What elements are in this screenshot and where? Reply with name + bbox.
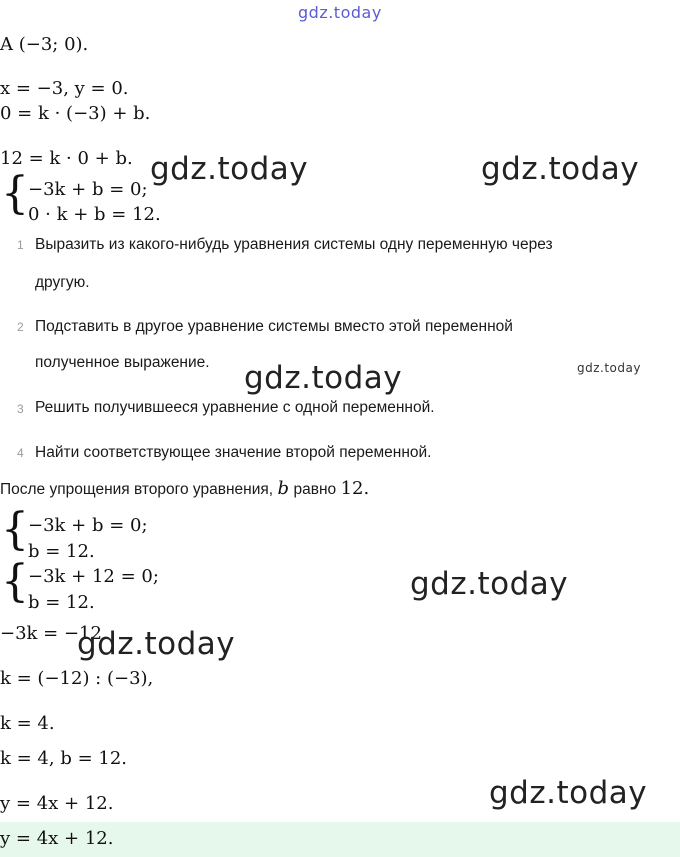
step-text: Подставить в другое уравнение системы вместо этой переменной <box>35 318 513 335</box>
final-answer: y = 4x + 12. <box>0 828 114 849</box>
watermark: gdz.today <box>577 361 641 375</box>
step-text: Выразить из какого-нибудь уравнения системы одну переменную через <box>35 236 553 253</box>
system-3-line-2: b = 12. <box>28 592 95 613</box>
equation-1: 0 = k · (−3) + b. <box>0 103 151 124</box>
neg-3k-equation: −3k = −12 <box>0 623 102 644</box>
xy-values: x = −3, y = 0. <box>0 78 129 99</box>
equation-2: 12 = k · 0 + b. <box>0 148 133 169</box>
watermark: gdz.today <box>410 566 569 602</box>
system-2-line-2: b = 12. <box>28 541 95 562</box>
system-1-line-2: 0 · k + b = 12. <box>28 204 161 225</box>
system-3-line-1: −3k + 12 = 0; <box>28 566 159 587</box>
y-equation: y = 4x + 12. <box>0 793 114 814</box>
watermark: gdz.today <box>77 626 236 662</box>
simplify-sentence <box>0 478 369 499</box>
step-number: 4 <box>17 446 24 460</box>
k-b-values: k = 4, b = 12. <box>0 748 128 769</box>
system-1-brace: { <box>1 168 29 219</box>
step-text: другую. <box>35 274 90 291</box>
point-a: A (−3; 0). <box>0 34 89 55</box>
step-number: 2 <box>17 320 24 334</box>
step-text: Решить получившееся уравнение с одной переменной. <box>35 399 435 416</box>
system-1-line-1: −3k + b = 0; <box>28 179 148 200</box>
system-2-brace: { <box>1 504 29 555</box>
simplify-variable: b <box>277 478 290 499</box>
simplify-value: 12. <box>340 478 370 499</box>
step-text: полученное выражение. <box>35 354 210 371</box>
step-text: Найти соответствующее значение второй переменной. <box>35 444 432 461</box>
simplify-text-mid: равно <box>293 481 337 498</box>
watermark: gdz.today <box>244 360 403 396</box>
step-number: 3 <box>17 402 24 416</box>
k-division: k = (−12) : (−3), <box>0 668 154 689</box>
system-2-line-1: −3k + b = 0; <box>28 515 148 536</box>
watermark: gdz.today <box>481 151 640 187</box>
step-number: 1 <box>17 238 24 252</box>
k-value: k = 4. <box>0 713 55 734</box>
watermark: gdz.today <box>489 775 648 811</box>
system-3-brace: { <box>1 556 29 607</box>
watermark-top: gdz.today <box>298 3 382 22</box>
watermark: gdz.today <box>150 151 309 187</box>
simplify-text: После упрощения второго уравнения, <box>0 481 274 498</box>
